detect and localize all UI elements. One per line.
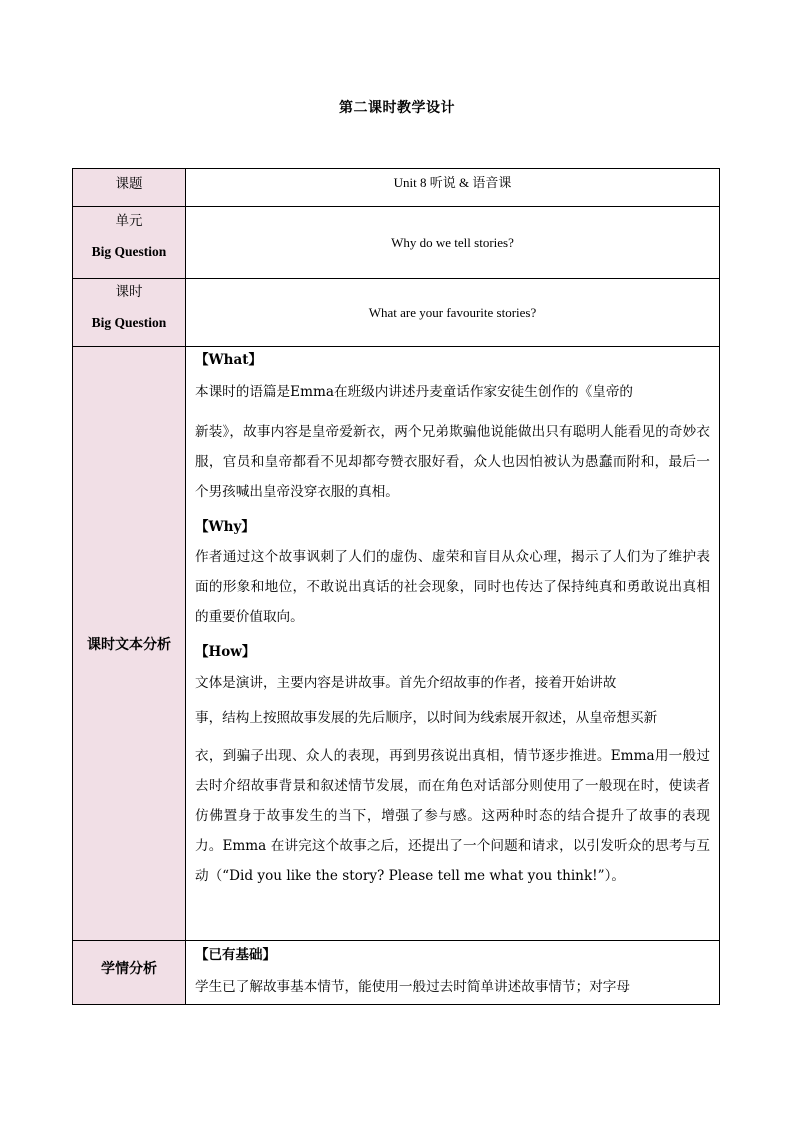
unit-bq-value-cell xyxy=(186,207,720,279)
why-heading: 【Why】 xyxy=(195,519,255,535)
lesson-bq-value-cell xyxy=(186,279,720,347)
learner-analysis-row xyxy=(73,941,720,1005)
lesson-design-table xyxy=(72,168,720,1005)
unit-label: 单元 xyxy=(115,213,143,229)
learner-analysis-content-cell xyxy=(186,941,720,1005)
lesson-bq-label-cell xyxy=(73,279,186,347)
topic-value: Unit 8 听说 & 语音课 xyxy=(393,175,512,190)
text-analysis-label-cell xyxy=(73,347,186,941)
unit-bq-value: Why do we tell stories? xyxy=(391,234,514,250)
lesson-bq-label: Big Question xyxy=(91,315,167,330)
text-analysis-label: 课时文本分析 xyxy=(87,636,171,653)
lesson-big-question-row xyxy=(73,279,720,347)
how-heading: 【How】 xyxy=(195,644,256,660)
learner-analysis-label-cell xyxy=(73,941,186,1005)
unit-bq-label: Big Question xyxy=(91,244,167,259)
unit-bq-label-cell xyxy=(73,207,186,279)
what-paragraph-line1: 本课时的语篇是Emma在班级内讲述丹麦童话作家安徒生创作的《皇帝的 xyxy=(195,384,634,400)
how-paragraph-line1: 文体是演讲，主要内容是讲故事。首先介绍故事的作者，接着开始讲故 xyxy=(195,675,617,691)
why-paragraph: 作者通过这个故事讽刺了人们的虚伪、虚荣和盲目从众心理，揭示了人们为了维护表面的形象和地位，不敢说出真话的社会现象，同时也传达了保持纯真和勇敢说出真相的重要价值取向。 xyxy=(195,549,710,625)
text-analysis-row xyxy=(73,347,720,941)
lesson-bq-value: What are your favourite stories? xyxy=(368,304,537,320)
topic-value-cell xyxy=(186,169,720,207)
lesson-label: 课时 xyxy=(115,284,143,300)
page-title: 第二课时教学设计 xyxy=(339,100,455,116)
existing-basis-heading: 【已有基础】 xyxy=(195,947,276,963)
learner-paragraph: 学生已了解故事基本情节，能使用一般过去时简单讲述故事情节；对字母 xyxy=(195,979,630,995)
how-paragraph-line2: 事，结构上按照故事发展的先后顺序，以时间为线索展开叙述，从皇帝想买新 xyxy=(195,710,658,726)
topic-label-cell xyxy=(73,169,186,207)
how-paragraph: 衣，到骗子出现、众人的表现，再到男孩说出真相，情节逐步推进。Emma用一般过去时介绍故事背景和叙述情节发展，而在角色对话部分则使用了一般现在时，使读者仿佛置身于故事发生的当下，增强了参与感。这两种时态的结合提升了故事的表现力。Emma 在讲完这个故事之后，还提出了一个问题和请求，以引发听众的思考与互动（“Did you like the story? Please tell me what you think!”）。 xyxy=(195,748,710,884)
what-paragraph: 新装》，故事内容是皇帝爱新衣，两个兄弟欺骗他说能做出只有聪明人能看见的奇妙衣服，官员和皇帝都看不见却都夸赞衣服好看，众人也因怕被认为愚蠢而附和，最后一个男孩喊出皇帝没穿衣服的真相。 xyxy=(195,424,710,500)
unit-big-question-row xyxy=(73,207,720,279)
learner-analysis-label: 学情分析 xyxy=(101,961,157,977)
what-heading: 【What】 xyxy=(195,352,262,368)
text-analysis-content-cell xyxy=(186,347,720,941)
topic-row xyxy=(73,169,720,207)
topic-label: 课题 xyxy=(115,176,143,192)
